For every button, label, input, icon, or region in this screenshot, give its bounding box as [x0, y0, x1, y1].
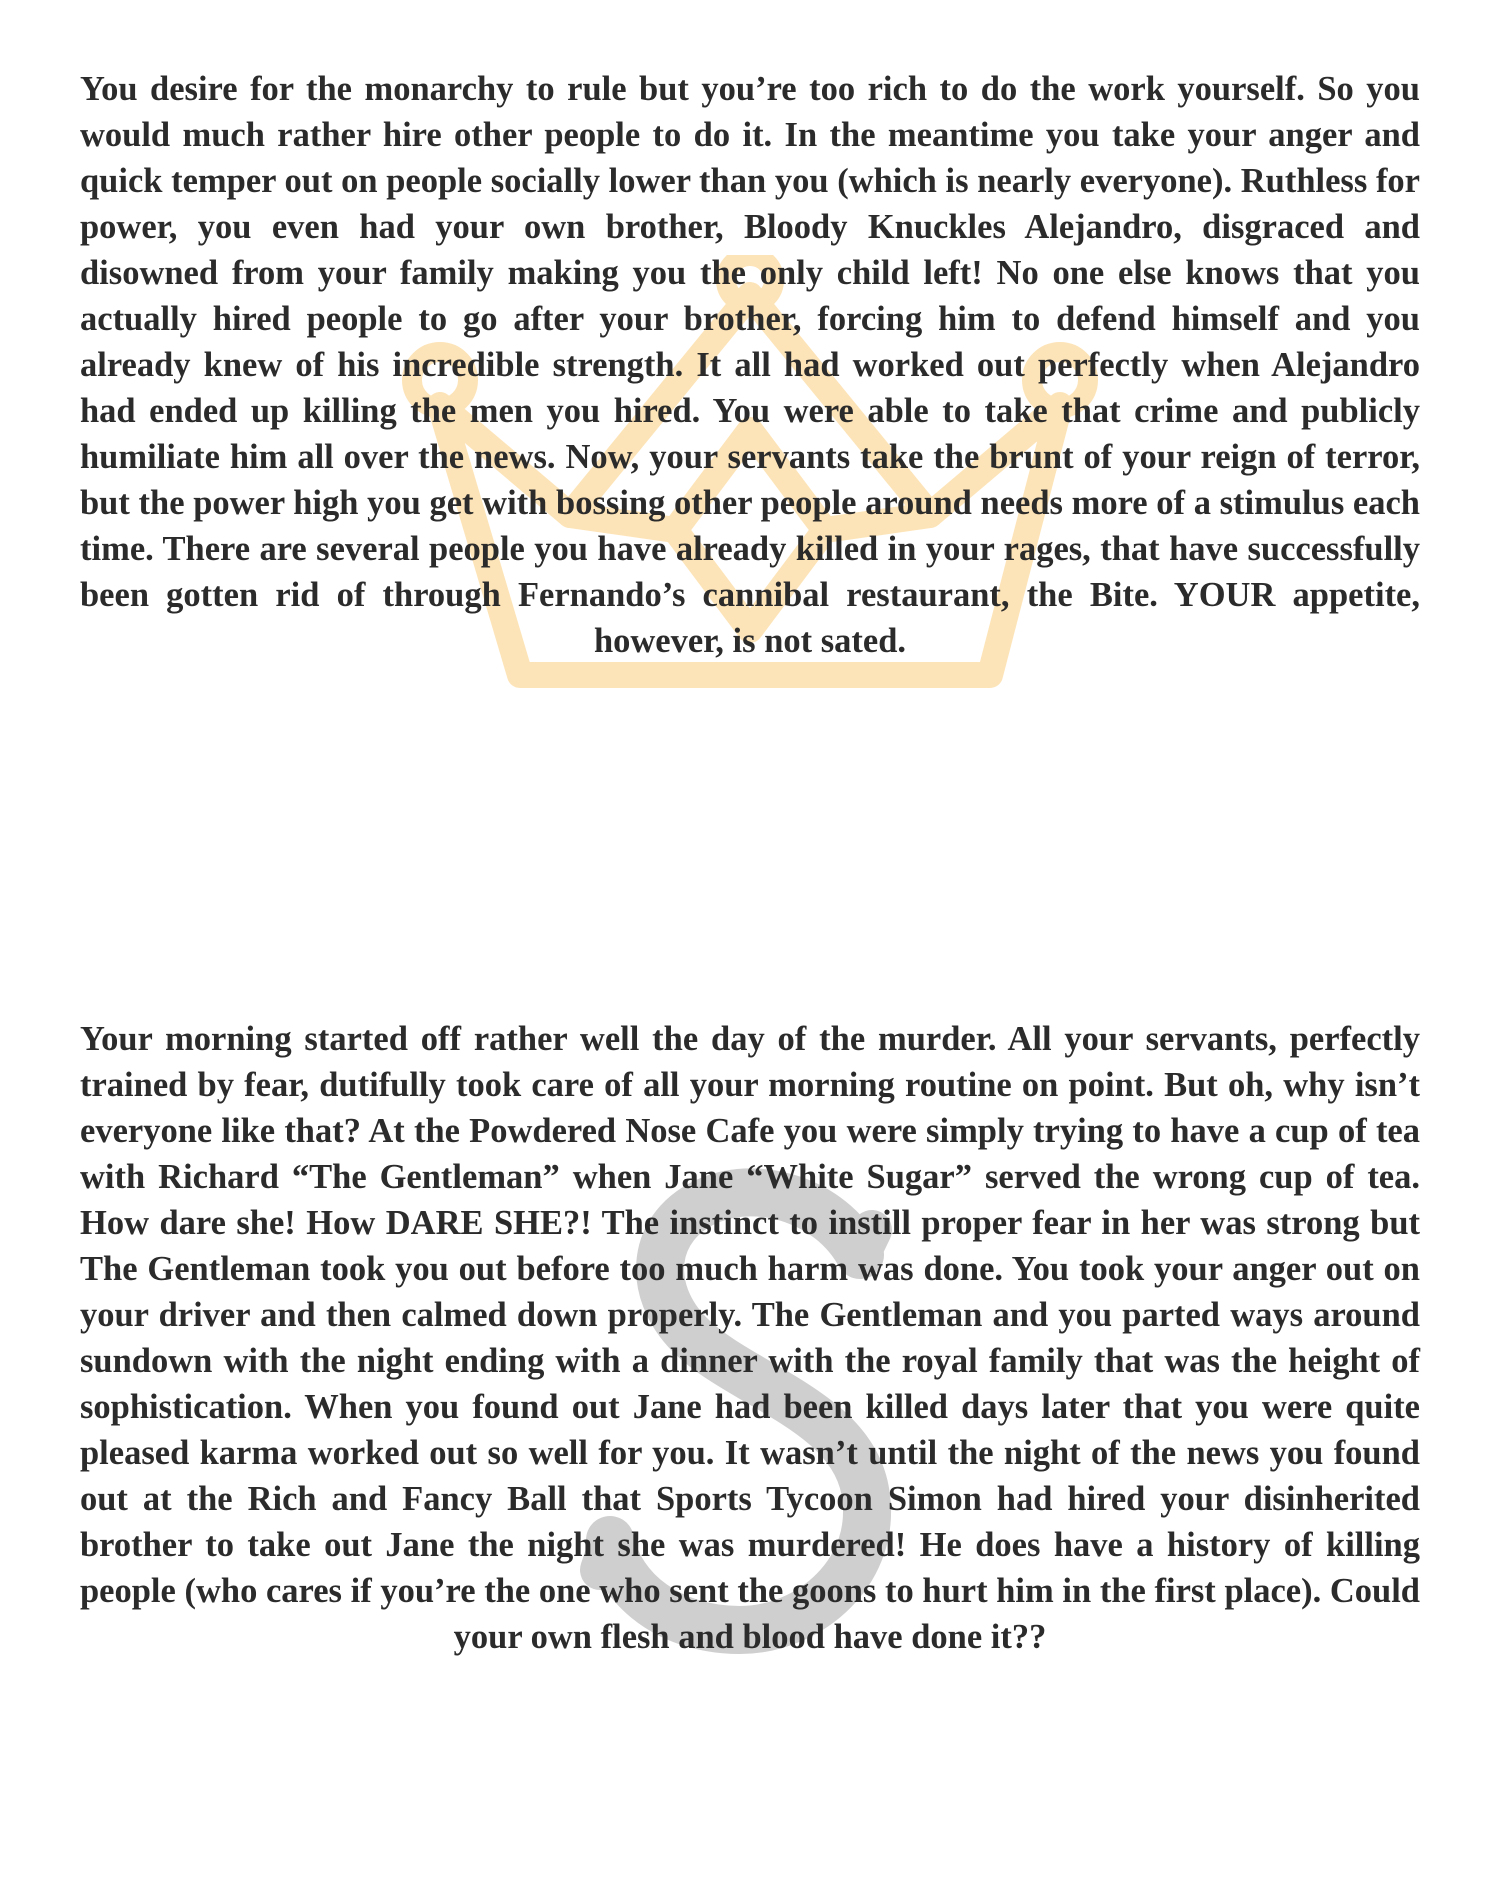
murder-day-paragraph: Your morning started off rather well the day of the murder. All your servants, perfectly trained by fear, dutifully took care of all your morning routine on point. But oh, why isn’t everyone like that? At the Powdered Nose Cafe you were simply trying to have a cup of tea with Richard “The Gentleman” when Jane “White Sugar” served the wrong cup of tea. How dare she! How DARE SHE?! The instinct to instill proper fear in her was strong but The Gentleman took you out before too much harm was done. You took your anger out on your driver and then calmed down properly. The Gentleman and you parted ways around sundown with the night ending with a dinner with the royal family that was the height of sophistication. When you found out Jane had been killed days later that you were quite pleased karma worked out so well for you. It wasn’t until the night of the news you found out at the Rich and Fancy Ball that Sports Tycoon Simon had hired your disinherited brother to take out Jane the night she was murdered! He does have a history of killing people (who cares if you’re the one who sent the goons to hurt him in the first place). Could your own flesh and blood have done it?? — [80, 1020, 1420, 1656]
background-paragraph: You desire for the monarchy to rule but you’re too rich to do the work yourself. So you would much rather hire other people to do it. In the meantime you take your anger and quick temper out on people socially lower than you (which is nearly everyone). Ruthless for power, you even had your own brother, Bloody Knuckles Alejandro, disgraced and disowned from your family making you the only child left! No one else knows that you actually hired people to go after your brother, forcing him to defend himself and you already knew of his incredible strength. It all had worked out perfectly when Alejandro had ended up killing the men you hired. You were able to take that crime and publicly humiliate him all over the news. Now, your servants take the brunt of your reign of terror, but the power high you get with bossing other people around needs more of a stimulus each time. There are several people you have already killed in your rages, that have successfully been gotten rid of through Fernando’s cannibal restaurant, the Bite. YOUR appetite, however, is not sated. — [80, 70, 1420, 660]
